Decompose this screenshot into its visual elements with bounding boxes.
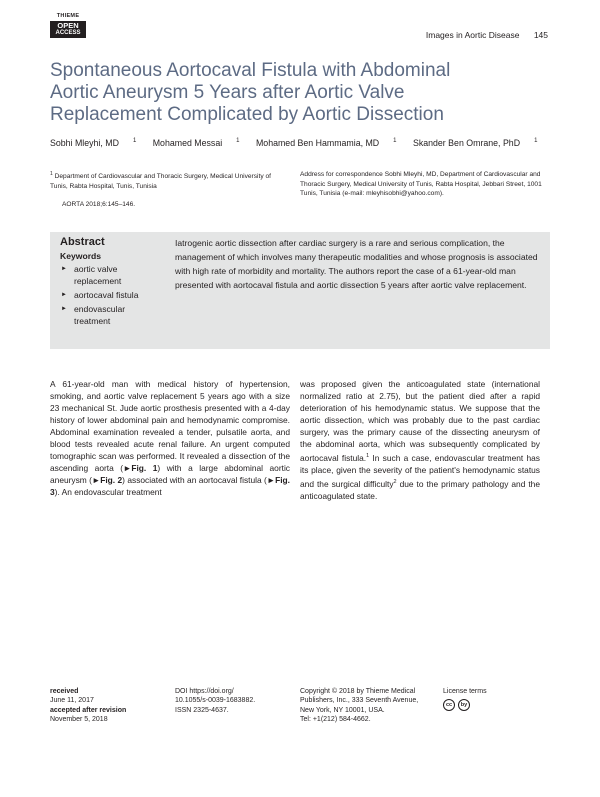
logo-open: OPEN — [57, 20, 79, 30]
abstract-text: Iatrogenic aortic dissection after cardiac surgery is a rare and serious complication, the management of which involves many therapeutic modalities and whose prognosis is associated with high rate of morbidity and mortality. The authors report the case of a 61-year-old man presented with aortocaval fistula and aortic dissection 5 years after aortic valve replacement. — [175, 238, 538, 290]
author: Sobhi Mleyhi, MD $^1$ — [50, 138, 137, 148]
license-icons[interactable] — [443, 699, 523, 711]
license-block — [443, 687, 523, 711]
author-list — [50, 138, 560, 148]
running-head — [426, 30, 548, 40]
title-line: Aortic Aneurysm 5 Years after Aortic Valve — [50, 82, 405, 103]
figure-link[interactable]: ►Fig. 3 — [50, 475, 290, 497]
journal-section: Images in Aortic Disease — [425, 30, 520, 40]
keyword-item: ► aortic valve replacement — [60, 263, 150, 287]
title-line: Replacement Complicated by Aortic Dissection — [50, 104, 444, 125]
title-line: Spontaneous Aortocaval Fistula with Abdominal — [50, 60, 451, 81]
affiliation: $^1$ Department of Cardiovascular and Thoracic Surgery, Medical University of Tunis, Rabta Hospital, Tunis, Tunisia — [50, 171, 271, 190]
figure-link[interactable]: ►Fig. 2 — [91, 475, 123, 485]
abstract-heading: Abstract — [60, 236, 105, 248]
article-title — [50, 60, 550, 126]
doi-block — [175, 687, 290, 715]
reference-link[interactable]: 1 — [366, 453, 370, 459]
figure-link[interactable]: ►Fig. 1 — [123, 463, 158, 473]
accepted-date: November 5, 2018 — [50, 716, 108, 724]
received-date: June 11, 2017 — [50, 697, 94, 705]
doi-value[interactable]: 10.1055/s-0039-1683882. — [175, 697, 256, 705]
correspondence — [300, 170, 550, 199]
copyright-block: Copyright © 2018 by Thieme Medical Publishers, Inc., 333 Seventh Avenue, New York, NY 10001, USA. Tel: +1(212) 584-4662. — [300, 688, 419, 724]
keyword-item: ► endovascular treatment — [60, 303, 150, 327]
correspondence-label: Address for correspondence — [300, 171, 383, 178]
author: Mohamed Messai $^1$ — [152, 138, 240, 148]
citation: AORTA 2018;6:145–146. — [62, 201, 136, 208]
reference-link[interactable]: 2 — [393, 478, 397, 485]
thieme-open-access-logo — [50, 14, 86, 38]
logo-brand: THIEME — [56, 13, 80, 19]
issn: ISSN 2325-4637. — [175, 706, 229, 714]
cc-icon: cc — [443, 699, 455, 711]
correspondence-text: Sobhi Mleyhi, MD, Department of Cardiovascular and Thoracic Surgery, Medical University of Tunis, Rabta Hospital, Jebbari Street, 1001 Tunis, Tunisia (e-mail: mleyhisobhi@yahoo.com). — [300, 171, 542, 198]
cc-by-icon: by — [458, 699, 470, 711]
accepted-label: accepted after revision — [50, 706, 127, 714]
author: Skander Ben Omrane, PhD $^1$ — [412, 138, 538, 148]
keyword-list — [60, 263, 150, 329]
logo-badge — [50, 21, 86, 39]
keywords-heading: Keywords — [60, 251, 102, 261]
received-label: received — [50, 688, 79, 695]
doi-link[interactable]: DOI https://doi.org/ — [175, 688, 234, 695]
body-column-left: A 61-year-old man with medical history of hypertension, smoking, and aortic valve replacement 5 years ago with a size 23 mechanical St. Jude aortic prosthesis presented with a 4-day history of lower abdominal pain and hemodynamic compromise. Abdominal examination revealed a tender, pulsatile aorta, and blood tests revealed acute renal failure. An urgent computed tomographic scan was performed. It revealed a dissection of the ascending aorta (►Fig. 1) with a large abdominal aortic aneurysm (►Fig. 2) associated with an aortocaval fistula (►Fig. 3). An endovascular treatment — [50, 379, 290, 497]
logo-access: ACCESS — [55, 30, 81, 36]
dates-block — [50, 687, 160, 725]
page-number: 145 — [533, 30, 548, 40]
body-column-right: was proposed given the anticoagulated state (international normalized ratio at 2.75), but the patient died after a rapid deterioration of his hemodynamic status. We suppose that the aortic dissection, which was probably due to the past cardiac surgery, was the primary cause of the dissecting aneurysm of the abdominal aorta, which was subsequently complicated by aortocaval fistula.$^1$ In such a case, endovascular treatment has its place, given the severity of the patient's hemodynamic status and the surgical difficulty$^2$ due to the primary pathology and the anticoagulated state. — [300, 379, 540, 501]
author: Mohamed Ben Hammamia, MD $^1$ — [255, 138, 397, 148]
license-label: License terms — [443, 688, 487, 695]
keyword-item: ► aortocaval fistula — [60, 289, 150, 301]
